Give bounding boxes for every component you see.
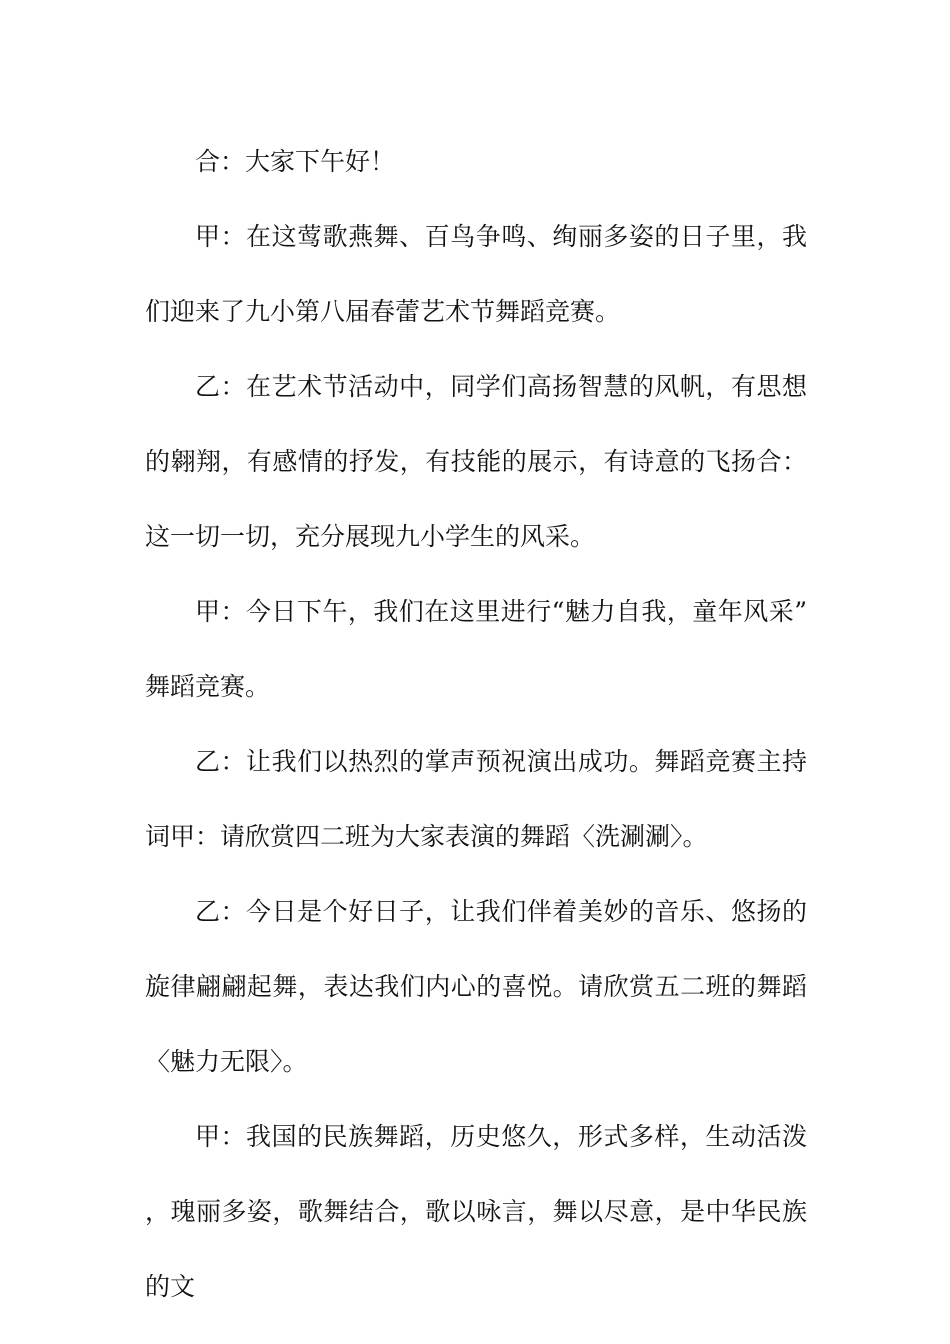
paragraph-greeting: 合：大家下午好！	[195, 147, 396, 176]
paragraph-competition-intro: 甲：今日下午，我们在这里进行“魅力自我，童年风采”舞蹈竞赛。	[145, 597, 807, 701]
paragraph-art-festival: 乙：在艺术节活动中，同学们高扬智慧的风帆，有思想的翱翔，有感情的抒发，有技能的展示，有诗意的飞扬合：这一切一切，充分展现九小学生的风采。	[145, 372, 807, 551]
paragraph-first-performance: 乙：让我们以热烈的掌声预祝演出成功。舞蹈竞赛主持词甲：请欣赏四二班为大家表演的舞蹈〈洗涮涮〉。	[145, 747, 807, 851]
document-body	[145, 124, 807, 1324]
paragraph-opening: 甲：在这莺歌燕舞、百鸟争鸣、绚丽多姿的日子里，我们迎来了九小第八届春蕾艺术节舞蹈竞赛。	[145, 222, 807, 326]
paragraph-second-performance: 乙：今日是个好日子，让我们伴着美妙的音乐、悠扬的旋律翩翩起舞，表达我们内心的喜悦。请欣赏五二班的舞蹈〈魅力无限〉。	[145, 897, 807, 1076]
paragraph-folk-dance: 甲：我国的民族舞蹈，历史悠久，形式多样，生动活泼，瑰丽多姿，歌舞结合，歌以咏言，舞以尽意，是中华民族的文	[145, 1122, 807, 1301]
